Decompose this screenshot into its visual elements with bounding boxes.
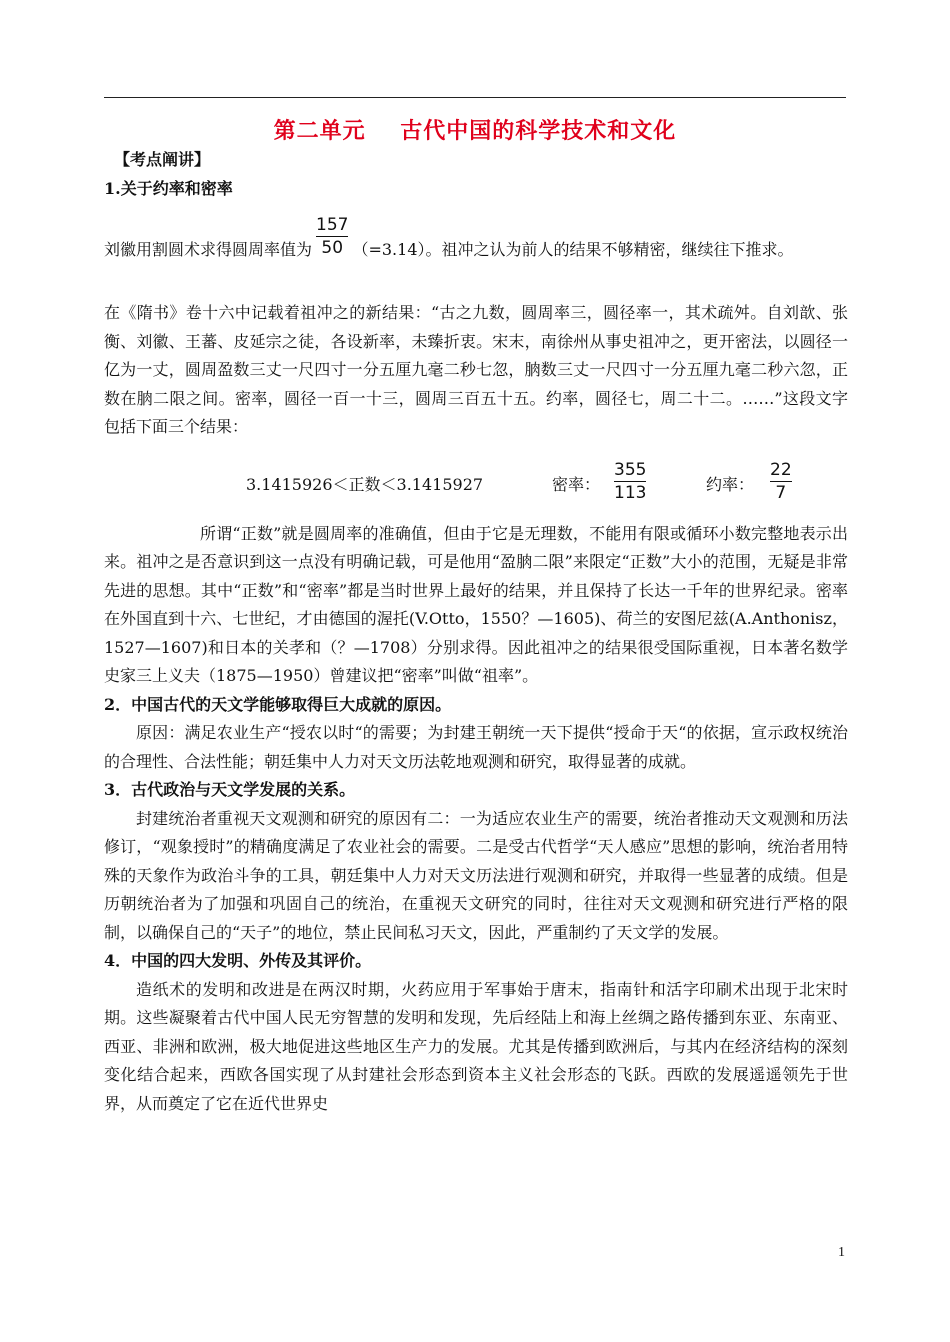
heading-4: 4．中国的四大发明、外传及其评价。	[104, 951, 372, 970]
pi-liuhui-text-post: （=3.14）。祖冲之认为前人的结果不够精密，继续往下推求。	[352, 240, 794, 259]
page-title: 第二单元 古代中国的科学技术和文化	[273, 118, 677, 144]
page-number: 1	[838, 1245, 845, 1260]
fraction-157-50	[316, 214, 348, 259]
fraction-numerator: 22	[770, 459, 792, 480]
pi-liuhui-line	[104, 203, 848, 279]
fraction-denominator: 7	[775, 482, 787, 503]
heading-1: 1.关于约率和密率	[104, 178, 233, 198]
suishu-paragraph: 在《隋书》卷十六中记载着祖冲之的新结果：“古之九数，圆周率三，圆径率一，其术疏舛。自刘歆、张衡、刘徽、王蕃、皮延宗之徒，各设新率，未臻折衷。宋末，南徐州从事史祖冲之，更开密法，以圆径一亿为一丈，圆周盈数三丈一尺四寸一分五厘九毫二秒七忽，朒数三丈一尺四寸一分五厘九毫二秒六忽，正数在朒二限之间。密率，圆径一百一十三，圆周三百五十五。约率，圆径七，周二十二。……”这段文字包括下面三个结果：	[104, 303, 848, 436]
result-range: 3.1415926＜正数＜3.1415927	[246, 475, 484, 494]
document-body	[104, 146, 848, 1118]
fraction-numerator: 157	[316, 215, 349, 235]
fraction-denominator: 50	[321, 238, 344, 258]
fraction-22-7	[770, 459, 792, 504]
fraction-denominator: 113	[614, 482, 647, 503]
section-label: 【考点阐讲】	[114, 150, 211, 169]
heading-3: 3．古代政治与天文学发展的关系。	[104, 780, 356, 799]
fraction-355-113	[614, 459, 646, 504]
astronomy-reason-paragraph: 原因：满足农业生产“授农以时“的需要；为封建王朝统一天下提供“授命于天“的依据，宣示政权统治的合理性、合法性能；朝廷集中人力对天文历法乾地观测和研究，取得显著的成就。	[104, 723, 848, 771]
yuelv-label: 约率：	[706, 475, 755, 494]
pi-liuhui-paragraph	[104, 215, 848, 273]
milv-label: 密率：	[552, 475, 601, 494]
four-inventions-paragraph: 造纸术的发明和改进是在两汉时期，火药应用于军事始于唐末，指南针和活字印刷术出现于北宋时期。这些凝聚着古代中国人民无穷智慧的发明和发现，先后经陆上和海上丝绸之路传播到东亚、东南亚、西亚、非洲和欧洲，极大地促进这些地区生产力的发展。尤其是传播到欧洲后，与其内在经济结构的深刻变化结合起来，西欧各国实现了从封建社会形态到资本主义社会形态的飞跃。西欧的发展遥遥领先于世界，从而奠定了它在近代世界史	[104, 979, 848, 1113]
fraction-numerator: 355	[614, 459, 647, 480]
results-row	[104, 442, 848, 514]
heading-2: 2．中国古代的天文学能够取得巨大成就的原因。	[104, 694, 452, 714]
pi-liuhui-text-pre: 刘徽用割圆术求得圆周率值为	[104, 240, 313, 259]
politics-astronomy-paragraph: 封建统治者重视天文观测和研究的原因有二：一为适应农业生产的需要，统治者推动天文观测和历法修订，“观象授时”的精确度满足了农业社会的需要。二是受古代哲学“天人感应”思想的影响，统治者用特殊的天象作为政治斗争的工具，朝廷集中人力对天文历法进行观测和研究，并取得一些显著的成绩。但是历朝统治者为了加强和巩固自己的统治，在重视天文研究的同时，往往对天文观测和研究进行严格的限制，以确保自己的“天子”的地位，禁止民间私习天文，因此，严重制约了天文学的发展。	[104, 808, 848, 942]
header-rule	[104, 97, 846, 98]
zhengshu-paragraph: 所谓“正数”就是圆周率的准确值，但由于它是无理数，不能用有限或循环小数完整地表示出来。祖冲之是否意识到这一点没有明确记载，可是他用“盈朒二限”来限定“正数”大小的范围，无疑是非常先进的思想。其中“正数”和“密率”都是当时世界上最好的结果，并且保持了长达一千年的世界纪录。密率在外国直到十六、七世纪，才由德国的渥托(V.Otto，1550？—1605)、荷兰的安图尼兹(A.Anthonisz，1527—1607)和日本的关孝和（？—1708）分别求得。因此祖冲之的结果很受国际重视，日本著名数学史家三上义夫（1875—1950）曾建议把“密率”叫做“祖率”。	[104, 523, 848, 685]
